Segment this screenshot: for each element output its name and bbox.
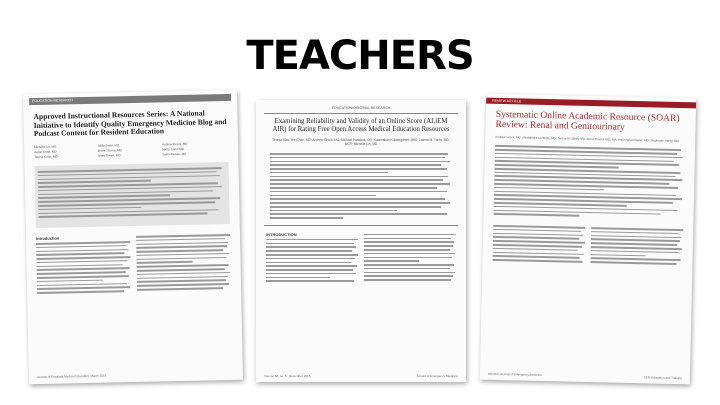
paper-authors: Teresa Man-Yee Chan, MD; Andrew Grock, MD; Michael Paddock, DO; Kulamakan Kulasegaram, PhD; Lalena M. Yarris, MD, MCR; Michelle Lin, MD <box>272 137 450 147</box>
paper-authors <box>34 141 228 160</box>
section-heading: Introduction <box>35 235 60 241</box>
footer-volume: Volume 68, no. 6 : December 2016 <box>264 374 311 378</box>
author: Mark Green, MD <box>98 153 121 158</box>
paper-authors: Andrew Grock, MD; Alessandra Conforto, MD; Teresa M. Chan, MD; Brent Thoma, MD, MA; Anton Wiechmann, MD; Stephanie Hardy, MD <box>495 134 679 143</box>
paper-thumbnail-1[interactable] <box>23 90 243 384</box>
paper-title: Systematic Online Academic Resource (SOAR) Review: Renal and Genitourinary <box>495 108 680 134</box>
section-heading: INTRODUCTION <box>266 231 297 237</box>
paper-title: Examining Reliability and Validity of an Online Score (ALiEM AIR) for Rating Free Open Access Medical Education Resources <box>272 117 450 133</box>
abstract-text <box>494 145 686 219</box>
author: Teresa Chan, MD <box>34 154 58 159</box>
author: Brent Thoma, MD <box>98 147 122 153</box>
author: Salim Rezaie, MD <box>162 151 187 157</box>
paper-thumbnail-2[interactable] <box>256 100 466 382</box>
body-column <box>364 232 456 285</box>
paper-header-bar <box>29 94 231 105</box>
author: Millie Joshi, MD <box>98 143 120 148</box>
body-columns <box>492 223 683 267</box>
body-columns <box>36 232 231 296</box>
author: Aaron Chan, MD <box>34 149 57 154</box>
footer-journal: Annals of Emergency Medicine <box>416 374 458 378</box>
paper-footer <box>37 371 235 379</box>
paper-thumbnail-3[interactable] <box>480 94 696 385</box>
body-column <box>136 232 231 294</box>
paper-header-label: EDUCATION RESEARCH <box>32 98 73 104</box>
abstract-text <box>270 153 452 219</box>
author: Andrew Grock, MD <box>162 141 188 147</box>
paper-title: Approved Instructional Resources Series: A National Initiative to Identify Quality Emergency Medicine Blog and Podcast Content for Resident Education <box>33 108 227 139</box>
body-column <box>266 232 358 285</box>
author: Nikita Joshi, MD <box>162 146 184 152</box>
paper-category: EDUCATION/ORIGINAL RESEARCH <box>331 106 391 110</box>
paper-header-label: REVIEW ARTICLE <box>492 98 522 104</box>
page-heading: TEACHERS <box>246 33 474 79</box>
footer-journal: Journal of Graduate Medical Education, March 2016 <box>36 373 107 380</box>
body-column <box>36 234 131 296</box>
divider <box>264 225 458 226</box>
paper-footer <box>264 374 458 378</box>
paper-header-bar <box>486 98 696 109</box>
footer-journal-left: Western Journal of Emergency Medicine <box>487 371 542 377</box>
footer-journal-right: AEM Education and Training <box>643 375 682 381</box>
divider <box>264 113 458 114</box>
paper-footer <box>488 372 682 380</box>
author: Michelle Lin, MD <box>34 144 57 149</box>
body-column <box>590 225 683 267</box>
body-columns <box>266 232 456 285</box>
body-column <box>492 223 585 265</box>
abstract-box <box>34 162 229 228</box>
